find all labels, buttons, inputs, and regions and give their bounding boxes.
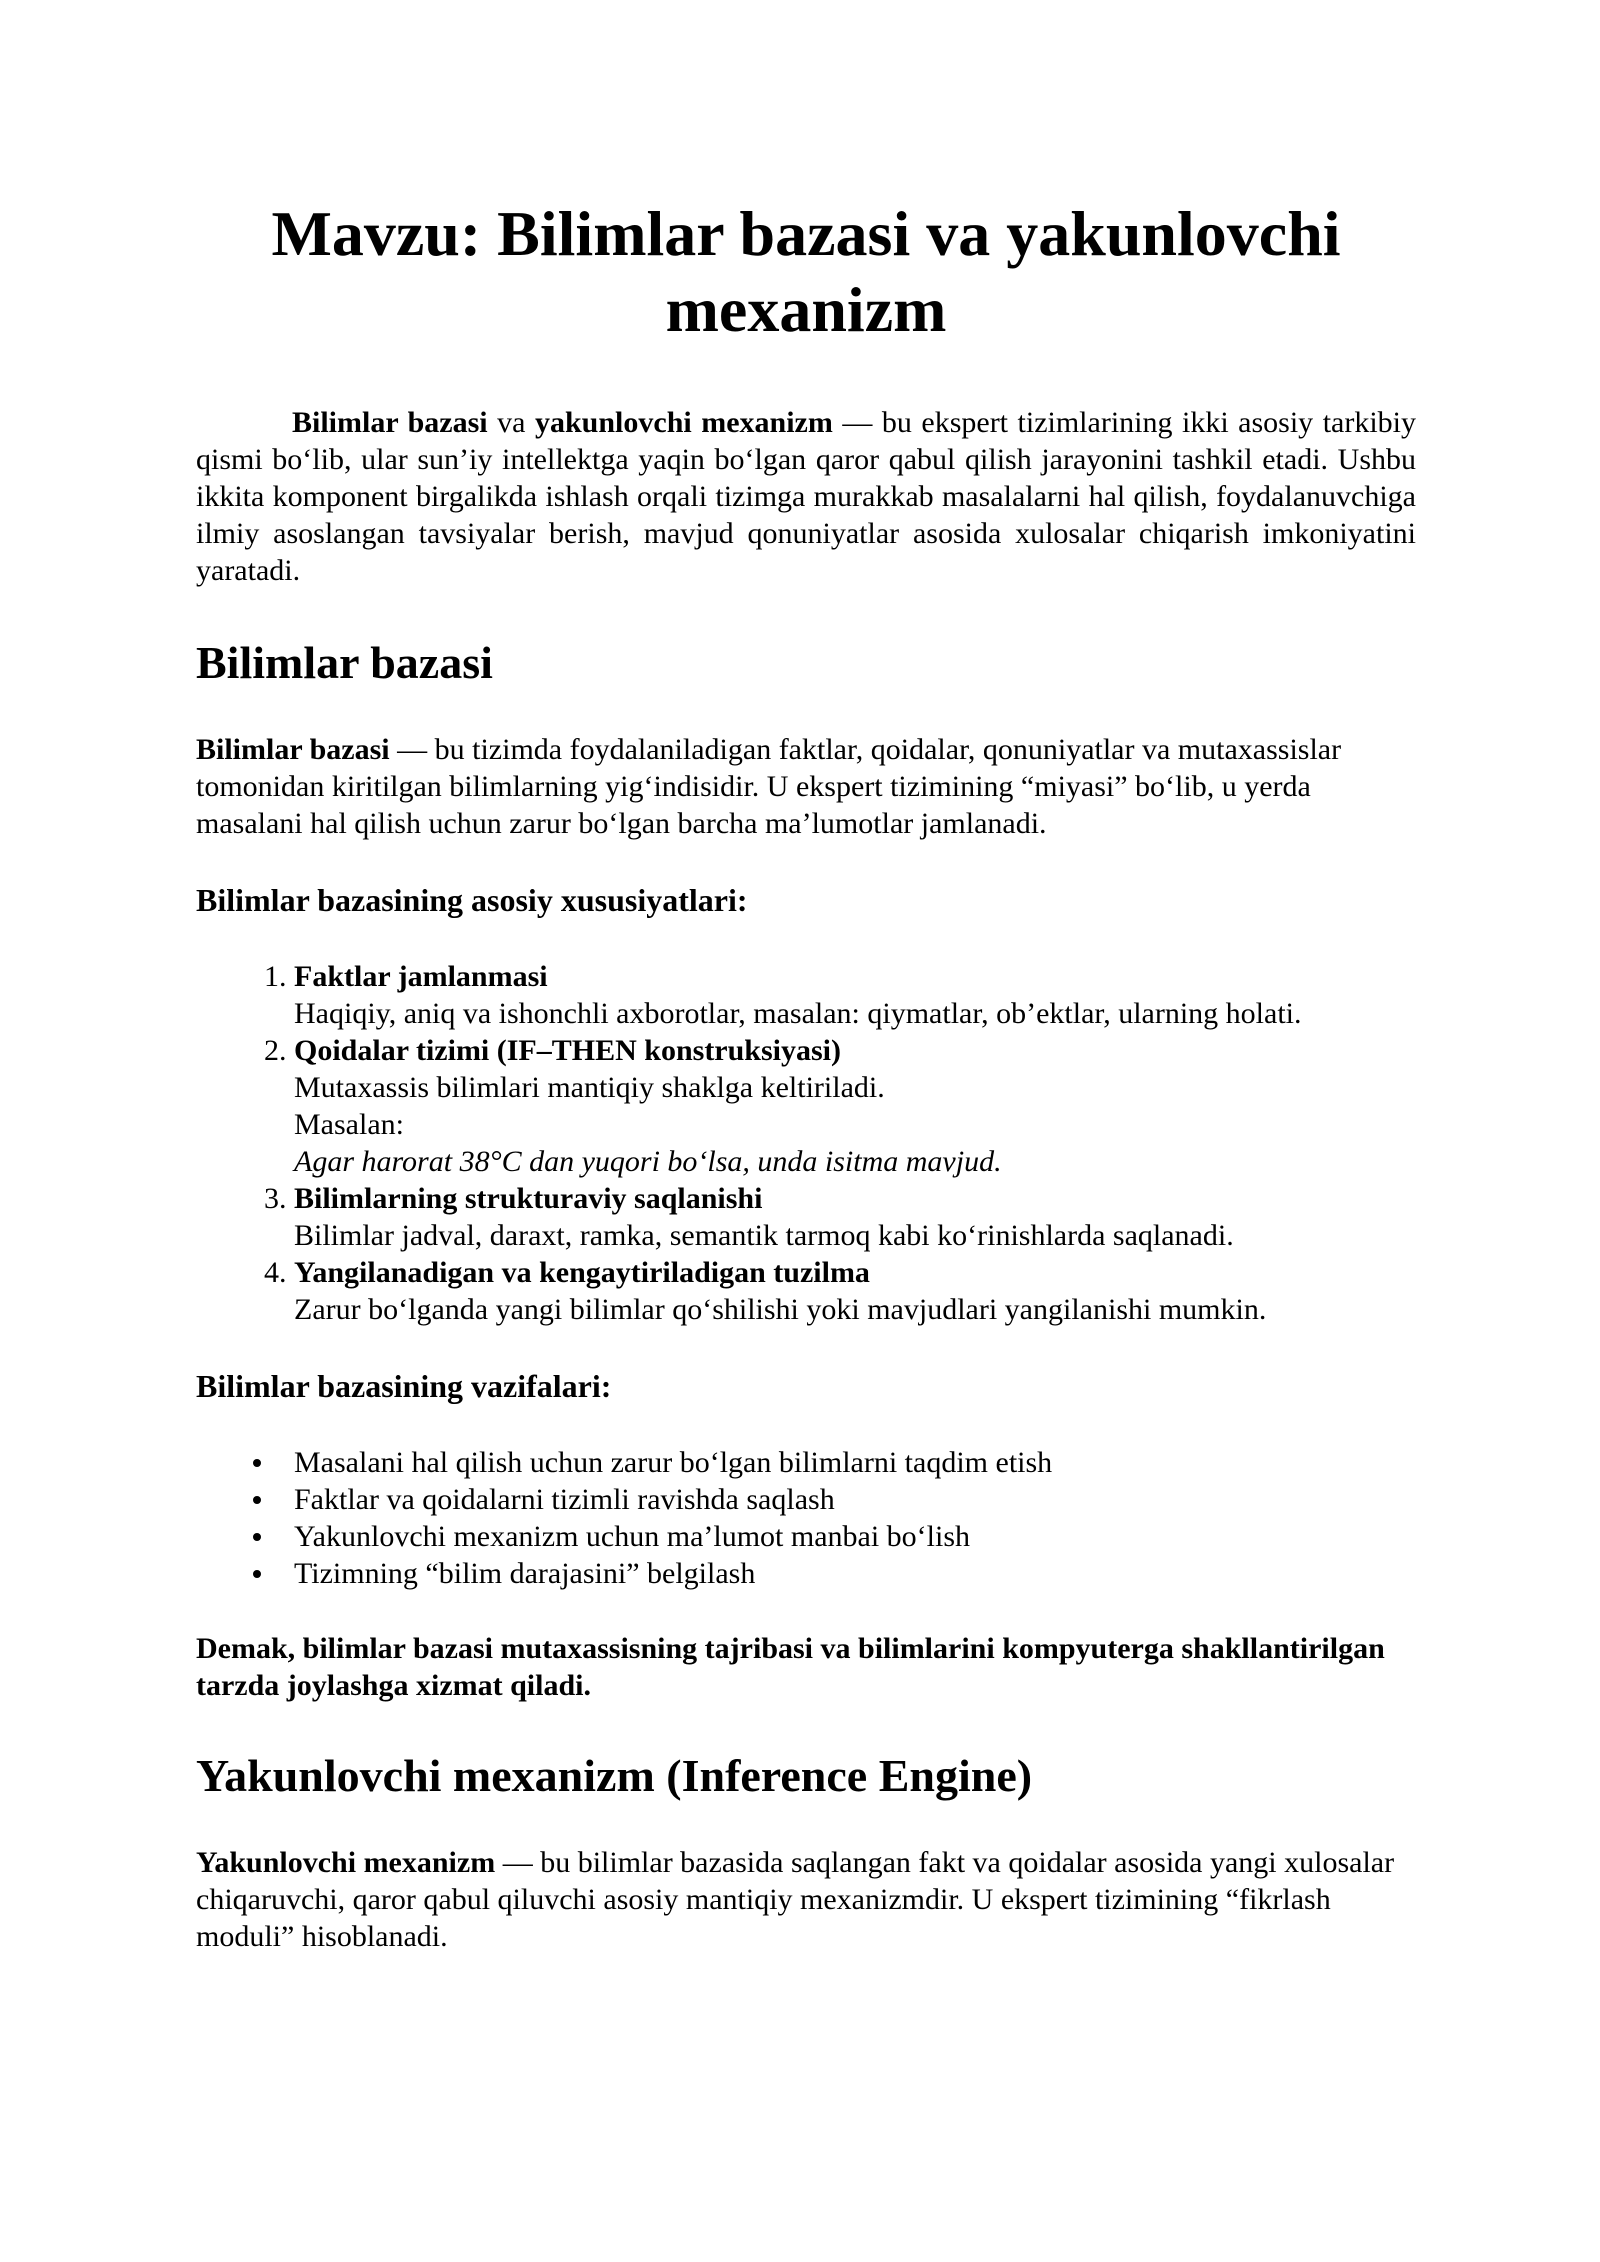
features-list	[196, 958, 1416, 1328]
intro-term-inference-engine: yakunlovchi mexanizm	[534, 406, 833, 439]
feature-label: 2. Qoidalar tizimi (IF–THEN konstruksiyasi)	[294, 1034, 842, 1067]
feature-label: 1. Faktlar jamlanmasi	[294, 960, 548, 993]
list-item	[294, 958, 1416, 1032]
inference-engine-definition	[196, 1844, 1416, 1955]
definition-text: — bu bilimlar bazasida saqlangan fakt va qoidalar asosida yangi xulosalar chiqaruvchi, qaror qabul qiluvchi asosiy mantiqiy mexanizmdir. U ekspert tizimining “fikrlash moduli” hisoblanadi.	[196, 1846, 1395, 1953]
document-title: Mavzu: Bilimlar bazasi va yakunlovchi mexanizm	[271, 198, 1341, 345]
feature-label: 4. Yangilanadigan va kengaytiriladigan tuzilma	[294, 1256, 870, 1289]
list-item: Faktlar va qoidalarni tizimli ravishda saqlash	[294, 1481, 1416, 1518]
feature-description: Mutaxassis bilimlari mantiqiy shaklga keltiriladi.	[294, 1071, 885, 1104]
conclusion-paragraph: Demak, bilimlar bazasi mutaxassisning tajribasi va bilimlarini kompyuterga shakllantirilgan tarzda joylashga xizmat qiladi.	[196, 1632, 1385, 1702]
intro-term-knowledge-base: Bilimlar bazasi	[292, 406, 488, 439]
functions-heading: Bilimlar bazasining vazifalari:	[196, 1368, 612, 1404]
definition-term: Yakunlovchi mexanizm	[196, 1846, 496, 1879]
knowledge-base-definition	[196, 731, 1416, 842]
list-item: Tizimning “bilim darajasini” belgilash	[294, 1555, 1416, 1592]
intro-conjunction: va	[487, 406, 535, 439]
list-item	[294, 1032, 1416, 1180]
section-heading-inference-engine: Yakunlovchi mexanizm (Inference Engine)	[196, 1750, 1033, 1801]
features-heading: Bilimlar bazasining asosiy xususiyatlari:	[196, 882, 748, 918]
section-heading-knowledge-base: Bilimlar bazasi	[196, 637, 493, 688]
feature-example: Agar harorat 38°C dan yuqori bo‘lsa, unda isitma mavjud.	[294, 1145, 1002, 1178]
feature-example-label: Masalan:	[294, 1108, 404, 1141]
list-item: Masalani hal qilish uchun zarur bo‘lgan bilimlarni taqdim etish	[294, 1444, 1416, 1481]
intro-text: — bu ekspert tizimlarining ikki asosiy tarkibiy qismi bo‘lib, ular sun’iy intellektga yaqin bo‘lgan qaror qabul qilish jarayonini tashkil etadi. Ushbu ikkita komponent birgalikda ishlash orqali tizimga murakkab masalalarni hal qilish, foydalanuvchiga ilmiy asoslangan tavsiyalar berish, mavjud qonuniyatlar asosida xulosalar chiqarish imkoniyatini yaratadi.	[196, 406, 1417, 587]
feature-description: Zarur bo‘lganda yangi bilimlar qo‘shilishi yoki mavjudlari yangilanishi mumkin.	[294, 1293, 1267, 1326]
list-item	[294, 1180, 1416, 1254]
functions-list	[196, 1444, 1416, 1592]
definition-term: Bilimlar bazasi	[196, 733, 390, 766]
list-item: Yakunlovchi mexanizm uchun ma’lumot manbai bo‘lish	[294, 1518, 1416, 1555]
feature-label: 3. Bilimlarning strukturaviy saqlanishi	[294, 1182, 763, 1215]
list-item	[294, 1254, 1416, 1328]
feature-description: Haqiqiy, aniq va ishonchli axborotlar, masalan: qiymatlar, ob’ektlar, ularning holati.	[294, 997, 1302, 1030]
intro-paragraph	[196, 404, 1416, 589]
feature-description: Bilimlar jadval, daraxt, ramka, semantik tarmoq kabi ko‘rinishlarda saqlanadi.	[294, 1219, 1234, 1252]
definition-text: — bu tizimda foydalaniladigan faktlar, qoidalar, qonuniyatlar va mutaxassislar tomonidan kiritilgan bilimlarning yig‘indisidir. U ekspert tizimining “miyasi” bo‘lib, u yerda masalani hal qilish uchun zarur bo‘lgan barcha ma’lumotlar jamlanadi.	[196, 733, 1342, 840]
